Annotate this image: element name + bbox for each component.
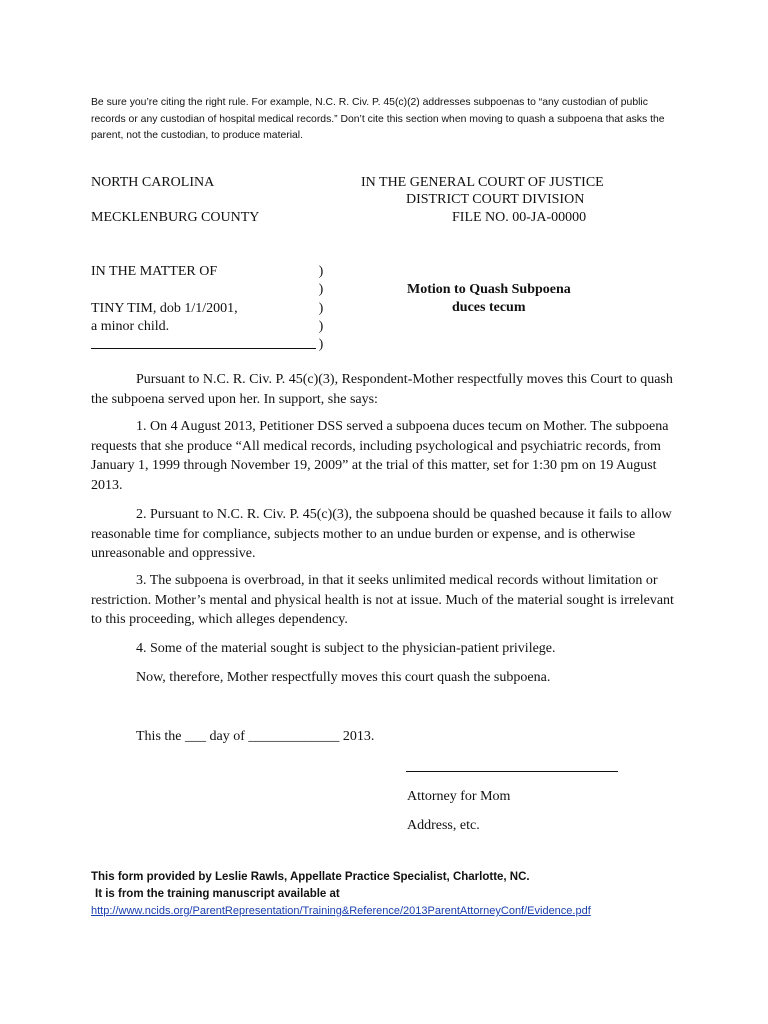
point-3: 3. The subpoena is overbroad, in that it seeks unlimited medical records without limitation or restriction. Mother’s mental and physical health is not at issue. Much of the material sought is irrelevant to this proceeding, which alleges dependency. <box>91 573 674 627</box>
county-label: MECKLENBURG COUNTY <box>91 210 260 225</box>
caption-paren: ) <box>318 337 324 352</box>
footer-credit: This form provided by Leslie Rawls, Appellate Practice Specialist, Charlotte, NC. <box>91 871 530 883</box>
state-label: NORTH CAROLINA <box>91 175 215 190</box>
caption-paren: ) <box>318 264 324 279</box>
address-label: Address, etc. <box>407 818 480 833</box>
motion-subtitle: duces tecum <box>452 300 526 315</box>
matter-of-label: IN THE MATTER OF <box>91 264 218 279</box>
caption-paren: ) <box>318 319 324 334</box>
court-name: IN THE GENERAL COURT OF JUSTICE <box>361 175 604 190</box>
caption-underline <box>91 348 316 349</box>
date-line: This the ___ day of _____________ 2013. <box>136 729 375 744</box>
manuscript-link[interactable]: http://www.ncids.org/ParentRepresentation/Training&Reference/2013ParentAttorneyConf/Evidence.pdf <box>91 905 591 917</box>
signature-line <box>406 771 618 772</box>
point-2: 2. Pursuant to N.C. R. Civ. P. 45(c)(3), the subpoena should be quashed because it fails to allow reasonable time for compliance, subjects mother to an undue burden or expense, and is otherwise unreasonable and oppressive. <box>91 507 672 561</box>
intro-paragraph: Pursuant to N.C. R. Civ. P. 45(c)(3), Respondent-Mother respectfully moves this Court to quash the subpoena served upon her. In support, she says: <box>91 372 673 407</box>
footer-source: It is from the training manuscript available at <box>95 888 340 900</box>
child-description: a minor child. <box>91 319 170 334</box>
file-number: FILE NO. 00-JA-00000 <box>452 210 587 225</box>
attorney-label: Attorney for Mom <box>407 789 511 804</box>
motion-title: Motion to Quash Subpoena <box>407 282 571 297</box>
child-name: TINY TIM, dob 1/1/2001, <box>91 301 238 316</box>
court-division: DISTRICT COURT DIVISION <box>406 192 585 207</box>
instruction-note: Be sure you’re citing the right rule. For example, N.C. R. Civ. P. 45(c)(2) addresses subpoenas to “any custodian of public records or any custodian of hospital medical records.” Don’t cite this section when moving to quash a subpoena that asks the parent, not the custodian, to produce material. <box>91 97 665 141</box>
point-4: 4. Some of the material sought is subject to the physician-patient privilege. <box>136 641 556 656</box>
point-1: 1. On 4 August 2013, Petitioner DSS served a subpoena duces tecum on Mother. The subpoena requests that she produce “All medical records, including psychological and psychiatric records, from January 1, 1999 through November 19, 2009” at the trial of this matter, set for 1:30 pm on 19 August 2013. <box>91 419 669 493</box>
conclusion: Now, therefore, Mother respectfully moves this court quash the subpoena. <box>136 670 551 685</box>
caption-paren: ) <box>318 301 324 316</box>
caption-paren: ) <box>318 282 324 297</box>
